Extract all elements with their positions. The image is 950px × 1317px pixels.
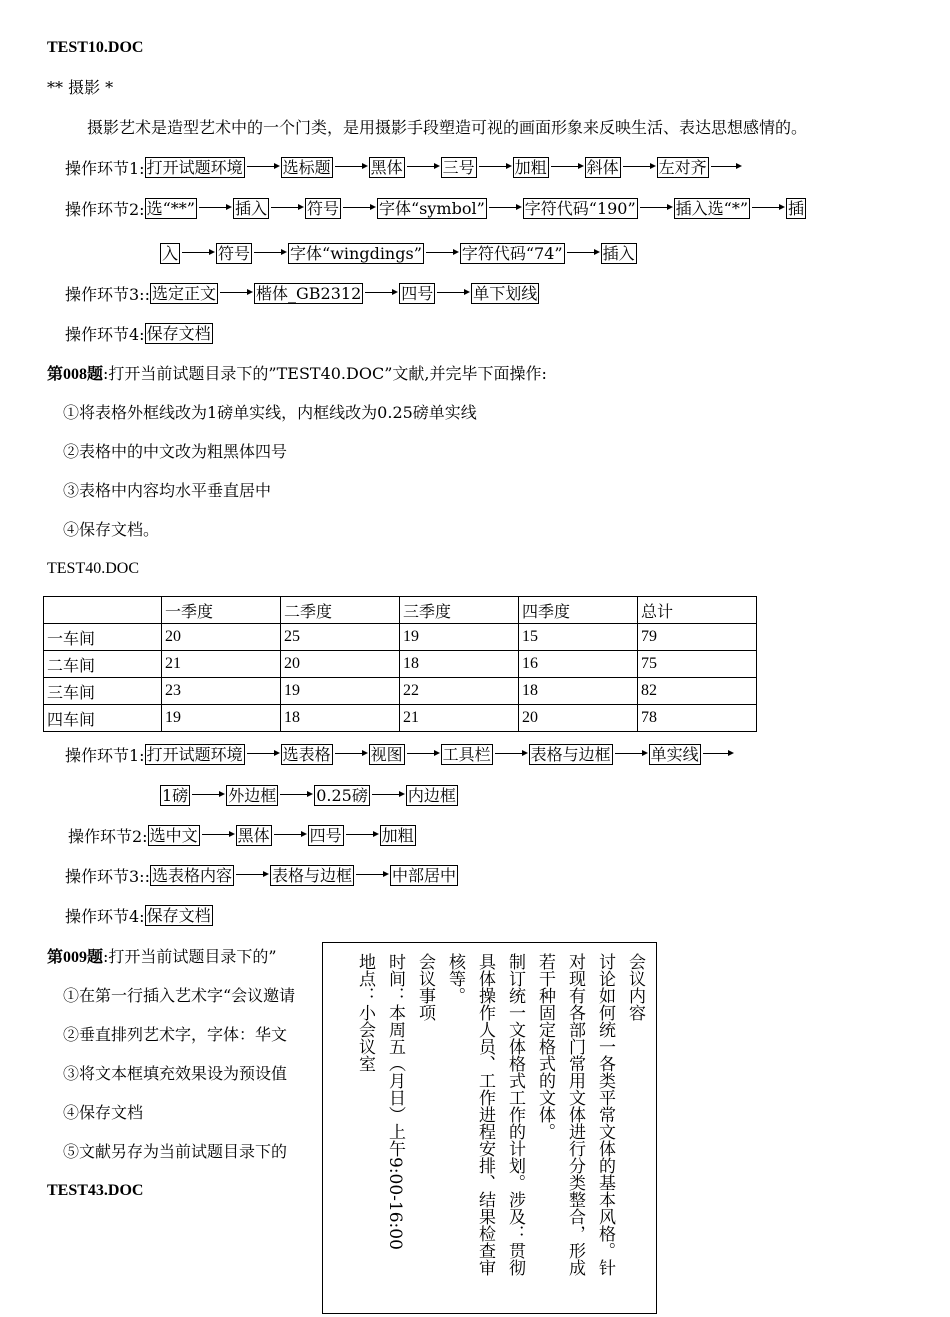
arrow-icon (405, 753, 441, 755)
arrow-icon (370, 794, 406, 796)
step-box: 选中文 (149, 825, 198, 845)
step-box: 字体“wingdings” (290, 243, 422, 263)
step-box: 插入 (602, 243, 635, 263)
vertical-line: 讨论如何统一各类平常文体的基本风格。针 (595, 953, 615, 1276)
step-box: 字符代码“190” (524, 198, 636, 218)
arrow-icon (565, 252, 601, 254)
arrow-icon (218, 292, 254, 294)
table-cell: 一车间 (44, 624, 162, 651)
vertical-line: 时间：本周五（月日）上午9:00-16:00 (385, 953, 405, 1250)
arrow-icon (269, 207, 305, 209)
q9-item-2: ②垂直排列艺术字，字体：华文 (63, 1025, 288, 1044)
table-cell: 三季度 (400, 597, 519, 624)
step-box: 内边框 (407, 785, 456, 805)
table-cell: 四车间 (44, 705, 162, 732)
arrow-icon (493, 753, 529, 755)
table-cell: 22 (400, 678, 519, 705)
table-row (44, 624, 757, 651)
step-box: 工具栏 (442, 744, 491, 764)
vertical-line: 具体操作人员、工作进程安排、结果检查审 (475, 953, 495, 1276)
arrow-icon (613, 753, 649, 755)
steps2-step2 (68, 824, 416, 846)
vertical-text (350, 953, 650, 1305)
q8-item-1: ①将表格外框线改为1磅单实线，内框线改为0.25磅单实线 (63, 403, 477, 422)
table-cell: 23 (162, 678, 281, 705)
step-box: 楷体_GB2312 (255, 283, 362, 303)
table-cell: 18 (519, 678, 638, 705)
table-cell: 二车间 (44, 651, 162, 678)
arrow-icon (363, 292, 399, 294)
table-cell: 21 (400, 705, 519, 732)
step-box: 中部居中 (392, 865, 457, 885)
step-box: 单实线 (650, 744, 699, 764)
table-cell: 19 (162, 705, 281, 732)
quarterly-table (43, 596, 757, 732)
step-box: 插 (788, 198, 805, 218)
q9-item-5: ⑤文献另存为当前试题目录下的 (63, 1142, 288, 1161)
table-cell: 21 (162, 651, 281, 678)
vertical-line: 会议内容 (625, 953, 645, 1021)
arrow-icon (424, 252, 460, 254)
doc-title-test43: TEST43.DOC (47, 1182, 144, 1199)
body-paragraph: 摄影艺术是造型艺术中的一个门类，是用摄影手段塑造可视的画面形象来反映生活、表达思想感情的。 (87, 118, 808, 137)
arrow-icon (278, 794, 314, 796)
arrow-icon (750, 207, 786, 209)
steps2-step3 (65, 864, 458, 886)
step-label: 操作环节4: (65, 324, 145, 344)
table-cell: 20 (162, 624, 281, 651)
vertical-line: 对现有各部门常用文体进行分类整合，形成 (565, 953, 585, 1276)
step-box: 字符代码“74” (461, 243, 563, 263)
step-label: 操作环节1: (65, 745, 145, 765)
table-cell: 19 (400, 624, 519, 651)
step-box: 黑体 (370, 157, 403, 177)
step-box: 保存文档 (146, 905, 211, 925)
step-label: 操作环节3:: (65, 866, 150, 886)
table-cell: 18 (281, 705, 400, 732)
step-box: 打开试题环境 (146, 157, 243, 177)
steps2-step1 (65, 743, 735, 765)
step-box: 1磅 (162, 785, 189, 805)
step-box: 选表格内容 (151, 865, 232, 885)
step-box: 外边框 (228, 785, 277, 805)
arrow-icon (180, 252, 216, 254)
doc-title-test10: TEST10.DOC (47, 39, 144, 56)
question-number: 第008题 (47, 366, 104, 383)
table-row (44, 651, 757, 678)
q8-item-2: ②表格中的中文改为粗黑体四号 (63, 442, 288, 461)
step-box: 选“**” (146, 198, 195, 218)
q8-item-3: ③表格中内容均水平垂直居中 (63, 481, 272, 500)
step-box: 左对齐 (658, 157, 707, 177)
table-cell: 20 (519, 705, 638, 732)
step-box: 单下划线 (473, 283, 538, 303)
arrow-icon (354, 874, 390, 876)
table-row (44, 678, 757, 705)
step-box: 入 (162, 243, 179, 263)
arrow-icon (709, 166, 743, 168)
arrow-icon (638, 207, 674, 209)
step-box: 插入选“*” (675, 198, 749, 218)
arrow-icon (245, 166, 281, 168)
arrow-icon (344, 834, 380, 836)
table-cell: 18 (400, 651, 519, 678)
vertical-line: 核等。 (445, 953, 465, 1004)
question-9 (47, 947, 277, 968)
arrow-icon (197, 207, 233, 209)
vertical-line: 会议事项 (415, 953, 435, 1021)
step-box: 加粗 (381, 825, 414, 845)
steps1-step2-continued (160, 242, 637, 264)
step-box: 选定正文 (151, 283, 216, 303)
table-cell: 三车间 (44, 678, 162, 705)
table-cell: 16 (519, 651, 638, 678)
step-label: 操作环节2: (68, 826, 148, 846)
table-cell: 总计 (638, 597, 757, 624)
q9-item-4: ④保存文档 (63, 1103, 144, 1122)
table-cell: 一季度 (162, 597, 281, 624)
arrow-icon (435, 292, 471, 294)
question-number: 第009题 (47, 949, 104, 966)
arrow-icon (190, 794, 226, 796)
doc-title-test40: TEST40.DOC (47, 560, 139, 577)
arrow-icon (701, 753, 735, 755)
q9-item-1: ①在第一行插入艺术字“会议邀请 (63, 986, 296, 1005)
step-label: 操作环节4: (65, 906, 145, 926)
arrow-icon (333, 166, 369, 168)
arrow-icon (200, 834, 236, 836)
question-text: :打开当前试题目录下的” (103, 947, 277, 966)
step-box: 三号 (442, 157, 475, 177)
arrow-icon (477, 166, 513, 168)
heading-photography: ** 摄影 * (47, 78, 114, 97)
table-cell: 15 (519, 624, 638, 651)
vertical-text-box (322, 942, 657, 1314)
table-row (44, 705, 757, 732)
step-label: 操作环节1: (65, 158, 145, 178)
table-cell: 19 (281, 678, 400, 705)
step-box: 表格与边框 (530, 744, 611, 764)
question-8 (47, 364, 547, 385)
table-cell: 75 (638, 651, 757, 678)
arrow-icon (245, 753, 281, 755)
step-box: 斜体 (586, 157, 619, 177)
q9-item-3: ③将文本框填充效果设为预设值 (63, 1064, 288, 1083)
vertical-line: 地点：小会议室 (355, 953, 375, 1072)
step-box: 符号 (218, 243, 251, 263)
step-box: 四号 (401, 283, 434, 303)
step-box: 打开试题环境 (146, 744, 243, 764)
table-cell: 25 (281, 624, 400, 651)
step-box: 视图 (370, 744, 403, 764)
step-box: 选表格 (282, 744, 331, 764)
arrow-icon (549, 166, 585, 168)
steps1-step1 (65, 156, 743, 178)
vertical-line: 若干种固定格式的文体。 (535, 953, 555, 1140)
steps1-step2 (65, 197, 806, 219)
step-box: 表格与边框 (271, 865, 352, 885)
step-label: 操作环节3:: (65, 284, 150, 304)
table-cell: 79 (638, 624, 757, 651)
arrow-icon (333, 753, 369, 755)
arrow-icon (487, 207, 523, 209)
step-box: 选标题 (282, 157, 331, 177)
question-text: :打开当前试题目录下的”TEST40.DOC”文献,并完毕下面操作: (103, 364, 547, 383)
arrow-icon (341, 207, 377, 209)
step-box: 0.25磅 (316, 785, 368, 805)
step-box: 字体“symbol” (378, 198, 485, 218)
step-box: 插入 (234, 198, 267, 218)
table-cell: 20 (281, 651, 400, 678)
table-cell: 78 (638, 705, 757, 732)
arrow-icon (234, 874, 270, 876)
table-cell (44, 597, 162, 624)
step-box: 黑体 (237, 825, 270, 845)
steps1-step3 (65, 282, 539, 304)
arrow-icon (405, 166, 441, 168)
table-cell: 82 (638, 678, 757, 705)
steps1-step4 (65, 322, 213, 344)
step-label: 操作环节2: (65, 199, 145, 219)
arrow-icon (272, 834, 308, 836)
steps2-step1-continued (160, 784, 458, 806)
table-cell: 二季度 (281, 597, 400, 624)
table-cell: 四季度 (519, 597, 638, 624)
vertical-line: 制订统一文体格式工作的计划。涉及：贯彻 (505, 953, 525, 1276)
arrow-icon (621, 166, 657, 168)
step-box: 四号 (309, 825, 342, 845)
step-box: 保存文档 (146, 323, 211, 343)
q8-item-4: ④保存文档。 (63, 520, 160, 539)
steps2-step4 (65, 904, 213, 926)
table-header-row (44, 597, 757, 624)
arrow-icon (252, 252, 288, 254)
step-box: 加粗 (514, 157, 547, 177)
step-box: 符号 (306, 198, 339, 218)
